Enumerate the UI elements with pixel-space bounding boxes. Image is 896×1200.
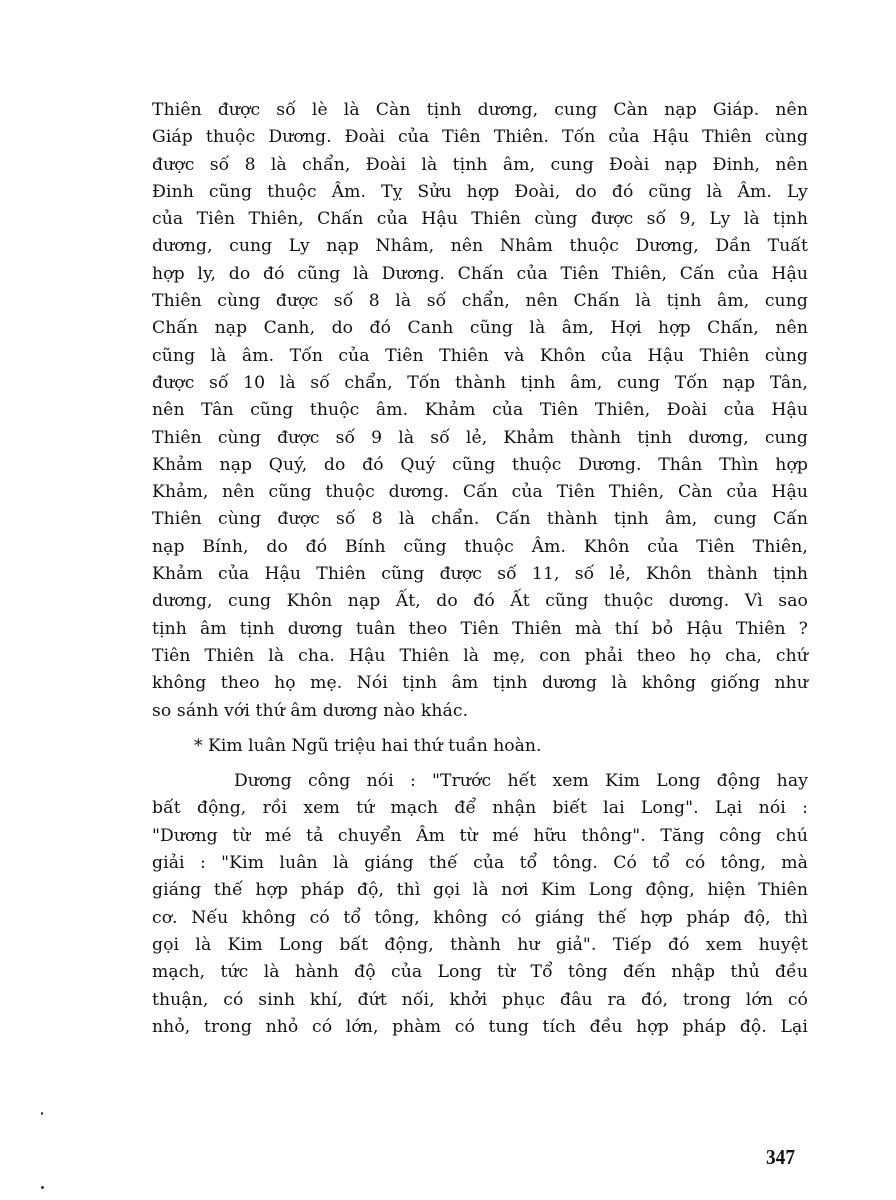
text-line: Khảm của Hậu Thiên cũng được số 11, số lẻ, Khôn thành tịnh xyxy=(152,564,808,585)
text-line: Giáp thuộc Dương. Đoài của Tiên Thiên. Tốn của Hậu Thiên cùng xyxy=(152,127,808,148)
body-text xyxy=(152,97,808,1041)
section-heading: * Kim luân Ngũ triệu hai thứ tuần hoàn. xyxy=(194,735,542,756)
text-line: Khảm nạp Quý, do đó Quý cũng thuộc Dương. Thân Thìn hợp xyxy=(152,454,808,475)
text-line: không theo họ mẹ. Nói tịnh âm tịnh dương là không giống như xyxy=(152,673,808,694)
text-line: dương, cung Ly nạp Nhâm, nên Nhâm thuộc Dương, Dần Tuất xyxy=(152,236,808,257)
text-line: nên Tân cũng thuộc âm. Khảm của Tiên Thiên, Đoài của Hậu xyxy=(152,400,808,421)
paragraph-line: gọi là Kim Long bất động, thành hư giả". Tiếp đó xem huyệt xyxy=(152,934,808,955)
paragraph-line: "Dương từ mé tả chuyển Âm từ mé hữu thông". Tăng công chú xyxy=(152,825,808,846)
text-line: Thiên cùng được số 8 là chẩn. Cấn thành tịnh âm, cung Cấn xyxy=(152,509,808,530)
text-line: so sánh với thứ âm dương nào khác. xyxy=(152,700,469,721)
text-line: cũng là âm. Tốn của Tiên Thiên và Khôn của Hậu Thiên cùng xyxy=(152,345,808,366)
text-line: Thiên được số lè là Càn tịnh dương, cung Càn nạp Giáp. nên xyxy=(152,100,808,120)
text-line: của Tiên Thiên, Chấn của Hậu Thiên cùng được số 9, Ly là tịnh xyxy=(152,209,808,230)
text-line: Thiên cùng được số 8 là số chẩn, nên Chấn là tịnh âm, cung xyxy=(152,291,808,312)
text-line: được số 10 là số chẩn, Tốn thành tịnh âm, cung Tốn nạp Tân, xyxy=(152,372,808,393)
scan-speck xyxy=(41,1186,44,1189)
text-line: Tiên Thiên là cha. Hậu Thiên là mẹ, con phải theo họ cha, chứ xyxy=(152,645,808,666)
scan-speck xyxy=(41,1112,43,1115)
text-line: hợp ly, do đó cũng là Dương. Chấn của Tiên Thiên, Cấn của Hậu xyxy=(152,263,808,284)
paragraph-line: cơ. Nếu không có tổ tông, không có giáng thế hợp pháp độ, thì xyxy=(152,907,808,928)
text-line: Chấn nạp Canh, do đó Canh cũng là âm, Hợi hợp Chấn, nên xyxy=(152,318,808,339)
paragraph-line: Dương công nói : "Trước hết xem Kim Long động hay xyxy=(234,771,808,792)
paragraph-line: mạch, tức là hành độ của Long từ Tổ tông đến nhập thủ đều xyxy=(152,962,808,983)
page-number: 347 xyxy=(766,1145,795,1169)
text-line: Khảm, nên cũng thuộc dương. Cấn của Tiên Thiên, Càn của Hậu xyxy=(152,482,808,503)
text-line: dương, cung Khôn nạp Ất, do đó Ất cũng thuộc dương. Vì sao xyxy=(152,591,808,612)
spacer xyxy=(152,760,808,768)
text-line: Thiên cùng được số 9 là số lẻ, Khảm thành tịnh dương, cung xyxy=(152,427,808,448)
text-line: được số 8 là chẩn, Đoài là tịnh âm, cung Đoài nạp Đinh, nên xyxy=(152,154,808,175)
paragraph-line: nhỏ, trong nhỏ có lớn, phàm có tung tích đều hợp pháp độ. Lại xyxy=(152,1016,808,1037)
paragraph-line: giáng thế hợp pháp độ, thì gọi là nơi Kim Long động, hiện Thiên xyxy=(152,880,808,901)
spacer xyxy=(152,725,808,733)
paragraph-line: bất động, rồi xem tứ mạch để nhận biết lai Long". Lại nói : xyxy=(152,798,808,819)
text-line: Đinh cũng thuộc Âm. Tỵ Sửu hợp Đoài, do đó cũng là Âm. Ly xyxy=(152,181,808,202)
text-line: nạp Bính, do đó Bính cũng thuộc Âm. Khôn của Tiên Thiên, xyxy=(152,536,808,557)
paragraph-line: giải : "Kim luân là giáng thế của tổ tông. Có tổ có tông, mà xyxy=(152,853,808,874)
paragraph-line: thuận, có sinh khí, đứt nối, khởi phục đâu ra đó, trong lớn có xyxy=(152,989,808,1010)
text-line: tịnh âm tịnh dương tuân theo Tiên Thiên mà thí bỏ Hậu Thiên ? xyxy=(152,618,808,639)
